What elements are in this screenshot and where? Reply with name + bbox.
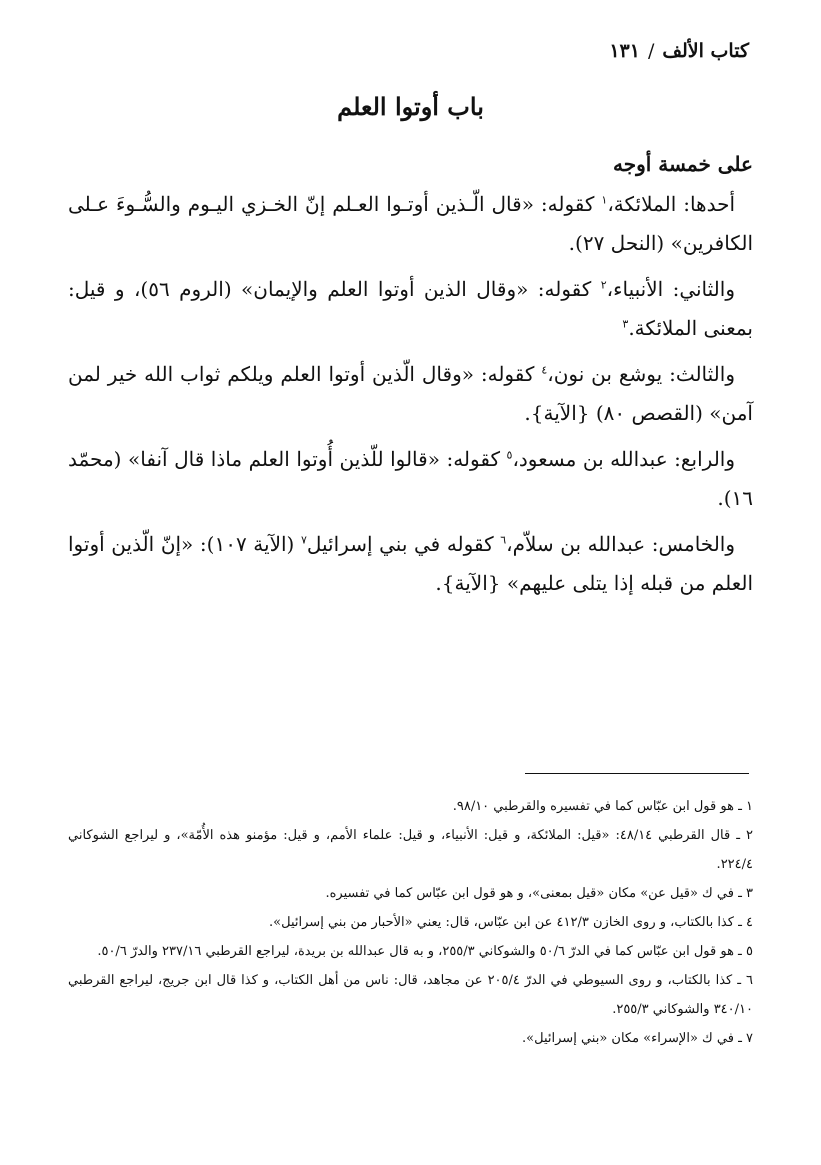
running-header [609,40,749,62]
footnote-5: ٥ ـ هو قول ابن عبّاس كما في الدرّ ٥٠/٦ والشوكاني ٢٥٥/٣، و به قال عبدالله بن بريدة، ليراجع القرطبي ٢٣٧/١٦ والدرّ ٥٠/٦. [97,944,753,959]
footnote-7: ٧ ـ في ك «الإسراء» مكان «بني إسرائيل». [522,1031,753,1046]
subheading: على خمسة أوجه [613,152,753,176]
paragraph-body: كقوله: «قال الّـذين أوتـوا العـلم إنّ الخـزي اليـوم والسُّـوءَ عـلى الكافرين» (النحل ٢٧). [68,191,753,255]
footnote-3: ٣ ـ في ك «قيل عن» مكان «قيل بمعنى»، و هو قول ابن عبّاس كما في تفسيره. [325,886,753,901]
footnote-marker: ٦ [500,532,507,546]
footnotes [68,792,753,1053]
main-text [68,145,753,610]
paragraph-lead: والثاني: الأنبياء، [606,276,735,301]
paragraph-4 [68,440,753,519]
paragraph-body: كقوله: «وقال الذين أوتوا العلم والإيمان» (الروم ٥٦)، و قيل: بمعنى الملائكة. [68,276,753,340]
footnote-marker: ٥ [506,447,513,461]
paragraph-body: كقوله: «وقال الّذين أوتوا العلم ويلكم ثواب الله خير لمن آمن» (القصص ٨٠) {الآية}. [68,361,753,425]
footnote-marker: ٧ [300,532,307,546]
chapter-title: باب أوتوا العلم [337,92,484,121]
footnote-marker: ٢ [600,277,607,291]
footnote-marker: ٣ [622,317,629,331]
footnote-marker: ٤ [541,362,548,376]
paragraph-2 [68,270,753,349]
header-separator: / [647,40,655,62]
footnote-2: ٢ ـ قال القرطبي ٤٨/١٤: «قيل: الملائكة، و قيل: الأنبياء، و قيل: علماء الأمم، و قيل: مؤمنو هذه الأُمّة»، و ليراجع الشوكاني ٢٢٤/٤. [68,828,753,872]
book-section-name: كتاب الألف [662,40,749,62]
paragraph-lead: والخامس: عبدالله بن سلاّم، [506,531,736,556]
paragraph-lead: والثالث: يوشع بن نون، [547,361,735,386]
footnote-1: ١ ـ هو قول ابن عبّاس كما في تفسيره والقرطبي ٩٨/١٠. [452,799,753,814]
paragraph-body: كقوله في بني إسرائيل [306,531,501,556]
footnote-6: ٦ ـ كذا بالكتاب، و روى السيوطي في الدرّ ٢٠٥/٤ عن مجاهد، قال: ناس من أهل الكتاب، و كذا قال ابن جريج، ليراجع القرطبي ٣٤٠/١٠ والشوكاني ٢٥٥/٣. [68,973,753,1017]
paragraph-body: كقوله: «قالوا للّذين أُوتوا العلم ماذا قال آنفا» (محمّد ١٦). [68,446,753,510]
paragraph-3 [68,355,753,434]
footnote-4: ٤ ـ كذا بالكتاب، و روى الخازن ٤١٢/٣ عن ابن عبّاس، قال: يعني «الأحبار من بني إسرائيل». [269,915,753,930]
paragraph-1 [68,185,753,264]
footnote-marker: ١ [601,192,608,206]
paragraph-lead: أحدها: الملائكة، [607,191,736,216]
paragraph-body: (الآية ١٠٧): «إنّ الّذين أوتوا العلم من قبله إذا يتلى عليهم» {الآية}. [68,531,753,595]
paragraph-lead: والرابع: عبدالله بن مسعود، [512,446,735,471]
footnote-divider [525,773,749,774]
paragraph-5 [68,525,753,604]
page-number: ١٣١ [609,40,640,62]
